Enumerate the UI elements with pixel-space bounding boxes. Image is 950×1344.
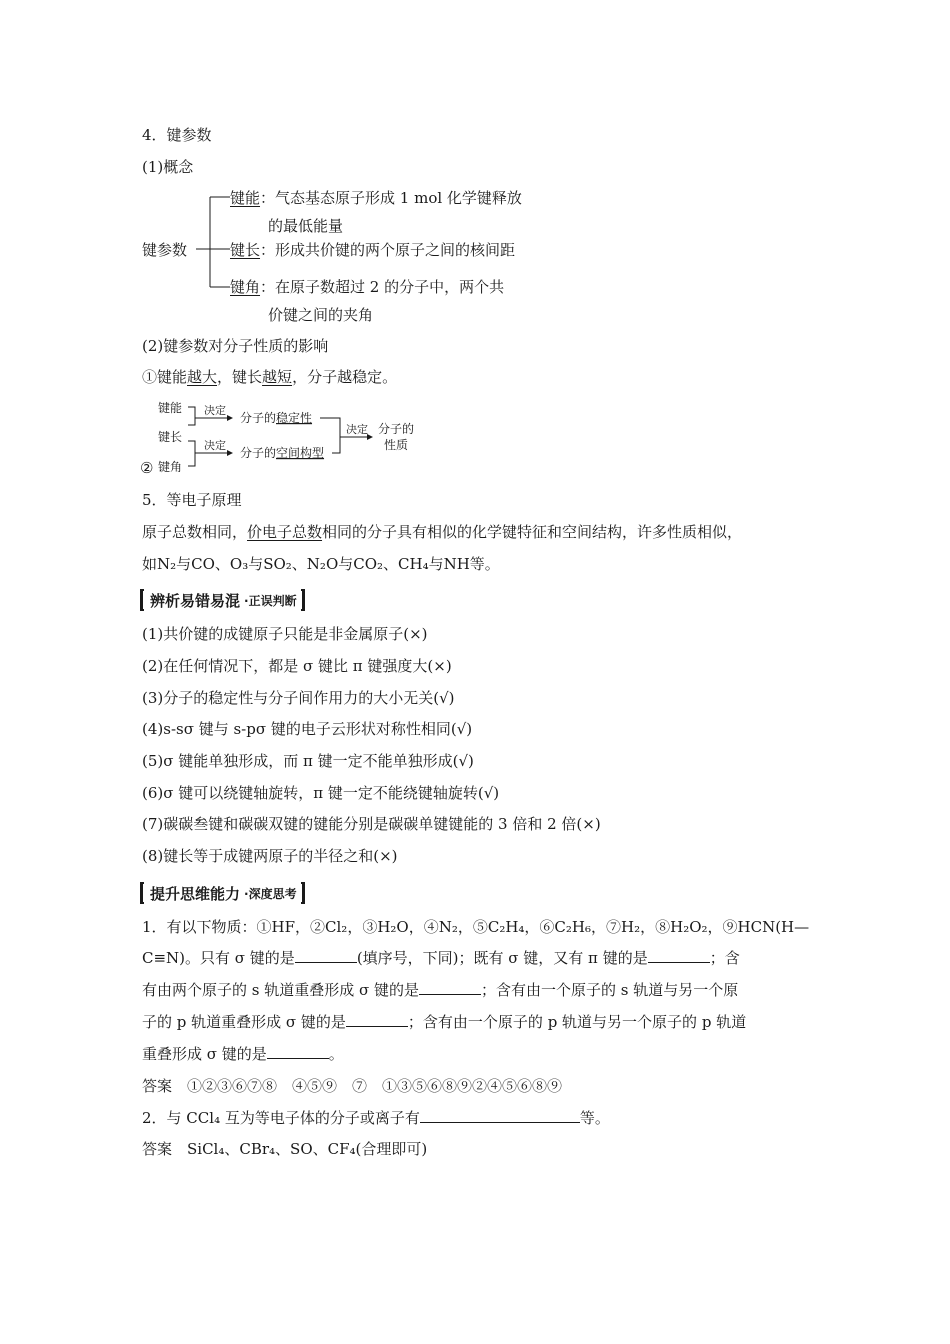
question-1-line-4 bbox=[142, 1012, 746, 1032]
q1-text: 子的 p 轨道重叠形成 σ 键的是 bbox=[142, 1013, 346, 1031]
iso-a: 原子总数相同， bbox=[142, 523, 248, 541]
concept-subtitle: (1)概念 bbox=[142, 158, 194, 176]
flow-bracket-bottom bbox=[188, 441, 195, 466]
question-2-answer: 答案 SiCl₄、CBr₄、SO、CF₄(合理即可) bbox=[142, 1140, 428, 1158]
flow-stability: 稳定性 bbox=[276, 411, 313, 425]
stability-rule bbox=[142, 367, 397, 387]
judgment-item: (7)碳碳叁键和碳碳双键的键能分别是碳碳单键键能的 3 倍和 2 倍(×) bbox=[142, 815, 601, 833]
rule-shorter: 越短 bbox=[262, 368, 293, 386]
section-header-thinking bbox=[140, 881, 305, 905]
q1-text: 有由两个原子的 s 轨道重叠形成 σ 键的是 bbox=[142, 981, 420, 999]
bond-length-term: 键长 bbox=[230, 241, 261, 259]
question-1-answer: 答案 ①②③⑥⑦⑧ ④⑤⑨ ⑦ ①③⑤⑥⑧⑨②④⑤⑥⑧⑨ bbox=[142, 1077, 563, 1095]
bond-energy-definition-cont: 的最低能量 bbox=[268, 217, 344, 235]
svg-text:分子的空间构型 bbox=[240, 445, 324, 460]
bond-energy-definition: ：气态基态原子形成 1 mol 化学键释放 bbox=[260, 189, 522, 207]
judgment-item: (5)σ 键能单独形成，而 π 键一定不能单独形成(√) bbox=[142, 752, 474, 770]
answer-blank bbox=[419, 980, 481, 995]
flow-bond-energy: 键能 bbox=[158, 401, 183, 415]
q2-text: 等。 bbox=[579, 1109, 610, 1127]
bond-angle-definition: ：在原子数超过 2 的分子中，两个共 bbox=[260, 278, 505, 296]
rule-larger: 越大 bbox=[187, 368, 218, 386]
question-2 bbox=[142, 1108, 610, 1128]
judgment-item: (3)分子的稳定性与分子间作用力的大小无关(√) bbox=[142, 689, 455, 707]
q1-text: 重叠形成 σ 键的是 bbox=[142, 1045, 267, 1063]
section-header-judgment bbox=[140, 588, 305, 612]
flow-bond-length: 键长 bbox=[158, 430, 183, 444]
flow-decide-1: 决定 bbox=[204, 404, 226, 417]
flow-bond-angle: 键角 bbox=[158, 460, 183, 474]
rule-mid: ，键长 bbox=[217, 368, 263, 386]
question-1-line-3 bbox=[142, 980, 738, 1000]
answer-blank bbox=[346, 1012, 408, 1027]
bond-angle-term: 键角 bbox=[230, 278, 261, 296]
judgment-item: (8)键长等于成键两原子的半径之和(×) bbox=[142, 847, 398, 865]
question-1-line-2 bbox=[142, 948, 740, 968]
iso-valence-electrons: 价电子总数 bbox=[247, 523, 323, 541]
answer-blank bbox=[420, 1108, 580, 1123]
header-subtitle: ·正误判断 bbox=[244, 593, 297, 608]
bond-parameter-flow-diagram bbox=[140, 395, 440, 485]
isoelectronic-text-1 bbox=[142, 522, 742, 542]
header-bracket-right bbox=[301, 882, 305, 904]
flow-decide-2: 决定 bbox=[204, 439, 226, 452]
q1-text: C≡N)。只有 σ 键的是 bbox=[142, 949, 295, 967]
judgment-item: (2)在任何情况下，都是 σ 键比 π 键强度大(×) bbox=[142, 657, 452, 675]
header-subtitle: ·深度思考 bbox=[244, 886, 297, 901]
q1-text: ；含有由一个原子的 s 轨道与另一个原 bbox=[481, 981, 739, 999]
header-title: 提升思维能力 bbox=[150, 884, 241, 903]
question-1-line-1: 1．有以下物质：①HF，②Cl₂，③H₂O，④N₂，⑤C₂H₄，⑥C₂H₆，⑦H₂，⑧H₂O₂，⑨HCN(H— bbox=[142, 918, 810, 936]
flow-bracket-top bbox=[188, 407, 195, 425]
flow-stability-prefix: 分子的 bbox=[240, 411, 277, 425]
flow-decide-3: 决定 bbox=[346, 423, 368, 436]
svg-text:分子的稳定性 bbox=[240, 410, 312, 425]
judgment-item: (6)σ 键可以绕键轴旋转，π 键一定不能绕键轴旋转(√) bbox=[142, 784, 500, 802]
header-title: 辨析易错易混 bbox=[150, 591, 241, 610]
bond-length-definition: ：形成共价键的两个原子之间的核间距 bbox=[260, 241, 516, 259]
q1-text: (填序号，下同)；既有 σ 键，又有 π 键的是 bbox=[356, 949, 648, 967]
tree-root-label: 键参数 bbox=[142, 241, 188, 259]
question-1-line-5 bbox=[142, 1044, 344, 1064]
flow-property-2: 性质 bbox=[384, 438, 409, 452]
q1-text: ；含有由一个原子的 p 轨道与另一个原子的 p 轨道 bbox=[407, 1013, 747, 1031]
influence-subtitle: (2)键参数对分子性质的影响 bbox=[142, 337, 329, 355]
header-bracket-right bbox=[301, 589, 305, 611]
section-title-isoelectronic: 5．等电子原理 bbox=[142, 491, 242, 509]
isoelectronic-text-2: 如N₂与CO、O₃与SO₂、N₂O与CO₂、CH₄与NH等。 bbox=[142, 555, 500, 573]
flow-marker: ② bbox=[140, 459, 154, 477]
answer-blank bbox=[295, 948, 357, 963]
q1-text: ；含 bbox=[709, 949, 740, 967]
flow-property-1: 分子的 bbox=[378, 422, 415, 436]
q1-text: 。 bbox=[328, 1045, 344, 1063]
flow-configuration: 空间构型 bbox=[276, 446, 325, 460]
judgment-item: (4)s-sσ 键与 s-pσ 键的电子云形状对称性相同(√) bbox=[142, 720, 473, 738]
bond-energy-term: 键能 bbox=[230, 189, 261, 207]
q2-text: 2．与 CCl₄ 互为等电子体的分子或离子有 bbox=[142, 1109, 420, 1127]
section-title-bond-parameters: 4．键参数 bbox=[142, 126, 212, 144]
answer-blank bbox=[267, 1044, 329, 1059]
flow-config-prefix: 分子的 bbox=[240, 446, 277, 460]
rule-suffix: ，分子越稳定。 bbox=[292, 368, 398, 386]
judgment-item: (1)共价键的成键原子只能是非金属原子(×) bbox=[142, 625, 428, 643]
answer-blank bbox=[648, 948, 710, 963]
rule-prefix: ①键能 bbox=[142, 368, 188, 386]
iso-b: 相同的分子具有相似的化学键特征和空间结构，许多性质相似， bbox=[322, 523, 743, 541]
bond-angle-definition-cont: 价键之间的夹角 bbox=[268, 306, 374, 324]
